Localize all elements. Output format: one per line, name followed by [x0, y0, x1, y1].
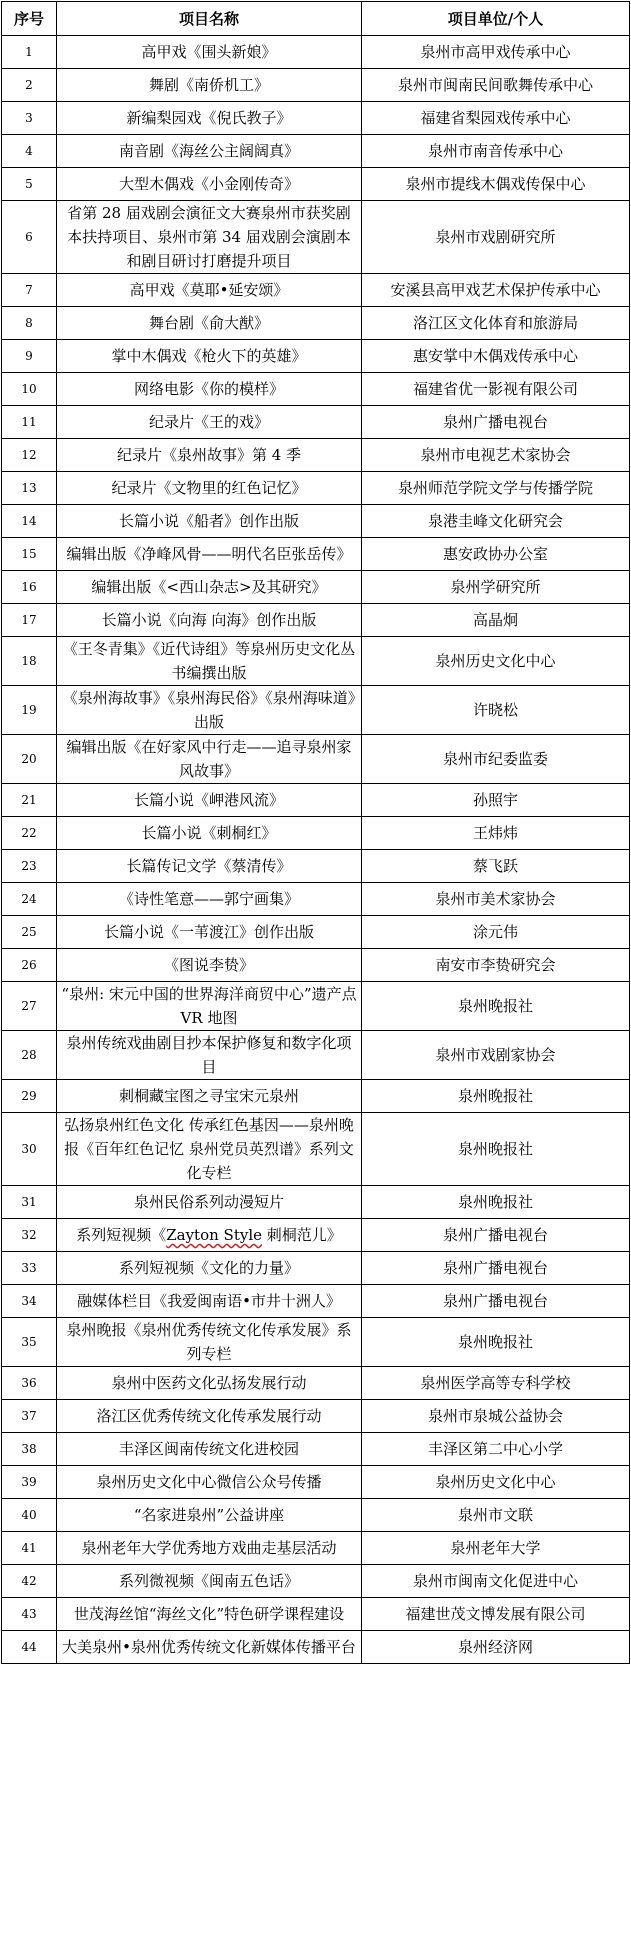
cell-project-name: 舞台剧《俞大猷》: [57, 307, 362, 340]
cell-project-unit: 泉州市闽南文化促进中心: [362, 1565, 630, 1598]
cell-serial-number: 20: [2, 735, 57, 784]
header-project-unit: 项目单位/个人: [362, 2, 630, 36]
cell-serial-number: 41: [2, 1532, 57, 1565]
cell-project-name: 纪录片《泉州故事》第 4 季: [57, 439, 362, 472]
table-row: [2, 1499, 630, 1532]
cell-serial-number: 7: [2, 274, 57, 307]
cell-project-name: 长篇小说《岬港风流》: [57, 784, 362, 817]
cell-project-name: 网络电影《你的模样》: [57, 373, 362, 406]
cell-serial-number: 22: [2, 817, 57, 850]
cell-serial-number: 32: [2, 1219, 57, 1252]
cell-project-unit: 泉州师范学院文学与传播学院: [362, 472, 630, 505]
cell-serial-number: 29: [2, 1080, 57, 1113]
cell-serial-number: 39: [2, 1466, 57, 1499]
table-row: [2, 883, 630, 916]
cell-serial-number: 24: [2, 883, 57, 916]
cell-project-name: 舞剧《南侨机工》: [57, 69, 362, 102]
header-project-name: 项目名称: [57, 2, 362, 36]
table-row: [2, 1532, 630, 1565]
table-row: [2, 1598, 630, 1631]
cell-project-name: 编辑出版《<西山杂志>及其研究》: [57, 571, 362, 604]
cell-project-name: 高甲戏《莫耶•延安颂》: [57, 274, 362, 307]
cell-project-name: 大美泉州•泉州优秀传统文化新媒体传播平台: [57, 1631, 362, 1664]
cell-project-name: 纪录片《文物里的红色记忆》: [57, 472, 362, 505]
cell-serial-number: 36: [2, 1367, 57, 1400]
cell-project-unit: 涂元伟: [362, 916, 630, 949]
cell-project-unit: 泉州历史文化中心: [362, 637, 630, 686]
cell-project-name: 大型木偶戏《小金刚传奇》: [57, 168, 362, 201]
cell-project-name: 长篇小说《刺桐红》: [57, 817, 362, 850]
cell-project-unit: 泉州广播电视台: [362, 1252, 630, 1285]
cell-project-unit: 泉州市南音传承中心: [362, 135, 630, 168]
cell-serial-number: 23: [2, 850, 57, 883]
table-header-row: [2, 2, 630, 36]
table-row: [2, 505, 630, 538]
cell-project-name: 洛江区优秀传统文化传承发展行动: [57, 1400, 362, 1433]
table-row: [2, 982, 630, 1031]
cell-project-unit: 泉州市戏剧家协会: [362, 1031, 630, 1080]
cell-project-unit: 王炜炜: [362, 817, 630, 850]
cell-project-unit: 泉州晚报社: [362, 1318, 630, 1367]
table-row: [2, 307, 630, 340]
cell-project-unit: 福建省优一影视有限公司: [362, 373, 630, 406]
cell-project-unit: 孙照宇: [362, 784, 630, 817]
cell-project-name: 系列微视频《闽南五色话》: [57, 1565, 362, 1598]
cell-project-name: 系列短视频《文化的力量》: [57, 1252, 362, 1285]
cell-serial-number: 30: [2, 1113, 57, 1186]
cell-serial-number: 21: [2, 784, 57, 817]
cell-project-name: 长篇传记文学《蔡清传》: [57, 850, 362, 883]
cell-serial-number: 35: [2, 1318, 57, 1367]
table-row: [2, 69, 630, 102]
cell-project-unit: 泉州广播电视台: [362, 1285, 630, 1318]
table-row: [2, 1466, 630, 1499]
table-row: [2, 406, 630, 439]
cell-project-unit: 泉州医学高等专科学校: [362, 1367, 630, 1400]
table-row: [2, 1186, 630, 1219]
table-row: [2, 201, 630, 274]
table-body: [2, 36, 630, 1664]
cell-serial-number: 42: [2, 1565, 57, 1598]
cell-project-unit: 泉州晚报社: [362, 1186, 630, 1219]
cell-project-name: 泉州民俗系列动漫短片: [57, 1186, 362, 1219]
header-serial-number: 序号: [2, 2, 57, 36]
cell-project-unit: 泉州市闽南民间歌舞传承中心: [362, 69, 630, 102]
cell-project-name: 弘扬泉州红色文化 传承红色基因——泉州晚报《百年红色记忆 泉州党员英烈谱》系列文化专栏: [57, 1113, 362, 1186]
cell-serial-number: 25: [2, 916, 57, 949]
cell-project-name: “名家进泉州”公益讲座: [57, 1499, 362, 1532]
table-row: [2, 1318, 630, 1367]
table-row: [2, 439, 630, 472]
cell-project-unit: 泉州晚报社: [362, 1080, 630, 1113]
cell-project-unit: 泉州市戏剧研究所: [362, 201, 630, 274]
table-row: [2, 686, 630, 735]
cell-project-name: 新编梨园戏《倪氏教子》: [57, 102, 362, 135]
cell-project-unit: 惠安政协办公室: [362, 538, 630, 571]
cell-serial-number: 33: [2, 1252, 57, 1285]
cell-project-unit: 泉州市泉城公益协会: [362, 1400, 630, 1433]
cell-serial-number: 40: [2, 1499, 57, 1532]
cell-project-name: [57, 1219, 362, 1252]
cell-serial-number: 15: [2, 538, 57, 571]
table-row: [2, 571, 630, 604]
cell-project-unit: 泉州市电视艺术家协会: [362, 439, 630, 472]
cell-project-unit: 泉州晚报社: [362, 982, 630, 1031]
cell-project-unit: 南安市李贽研究会: [362, 949, 630, 982]
cell-project-name: 融媒体栏目《我爱闽南语•市井十洲人》: [57, 1285, 362, 1318]
cell-serial-number: 12: [2, 439, 57, 472]
cell-serial-number: 34: [2, 1285, 57, 1318]
cell-serial-number: 19: [2, 686, 57, 735]
table-row: [2, 274, 630, 307]
cell-project-unit: 蔡飞跃: [362, 850, 630, 883]
cell-serial-number: 9: [2, 340, 57, 373]
cell-serial-number: 14: [2, 505, 57, 538]
cell-serial-number: 18: [2, 637, 57, 686]
cell-serial-number: 11: [2, 406, 57, 439]
cell-project-unit: 许晓松: [362, 686, 630, 735]
table-row: [2, 340, 630, 373]
cell-project-name: 高甲戏《围头新娘》: [57, 36, 362, 69]
cell-project-unit: 泉州市提线木偶戏传保中心: [362, 168, 630, 201]
cell-project-name: 世茂海丝馆“海丝文化”特色研学课程建设: [57, 1598, 362, 1631]
cell-project-name: 泉州老年大学优秀地方戏曲走基层活动: [57, 1532, 362, 1565]
table-row: [2, 1631, 630, 1664]
cell-project-unit: 泉州广播电视台: [362, 1219, 630, 1252]
table-row: [2, 1433, 630, 1466]
table-row: [2, 373, 630, 406]
cell-project-name: 纪录片《王的戏》: [57, 406, 362, 439]
cell-project-unit: 泉州晚报社: [362, 1113, 630, 1186]
table-row: [2, 168, 630, 201]
cell-serial-number: 6: [2, 201, 57, 274]
cell-project-unit: 泉州市纪委监委: [362, 735, 630, 784]
table-row: [2, 817, 630, 850]
cell-project-name: 丰泽区闽南传统文化进校园: [57, 1433, 362, 1466]
cell-project-unit: 福建省梨园戏传承中心: [362, 102, 630, 135]
cell-serial-number: 44: [2, 1631, 57, 1664]
cell-project-name: 《泉州海故事》《泉州海民俗》《泉州海味道》出版: [57, 686, 362, 735]
cell-project-unit: 福建世茂文博发展有限公司: [362, 1598, 630, 1631]
table-row: [2, 102, 630, 135]
table-row: [2, 1285, 630, 1318]
cell-project-name: 长篇小说《一苇渡江》创作出版: [57, 916, 362, 949]
table-row: [2, 1565, 630, 1598]
cell-project-unit: 泉州学研究所: [362, 571, 630, 604]
table-row: [2, 1031, 630, 1080]
cell-project-name: 泉州传统戏曲剧目抄本保护修复和数字化项目: [57, 1031, 362, 1080]
cell-project-unit: 高晶炯: [362, 604, 630, 637]
cell-project-name: 《王冬青集》《近代诗组》等泉州历史文化丛书编撰出版: [57, 637, 362, 686]
cell-project-unit: 泉港圭峰文化研究会: [362, 505, 630, 538]
cell-project-unit: 洛江区文化体育和旅游局: [362, 307, 630, 340]
cell-project-name: 长篇小说《船者》创作出版: [57, 505, 362, 538]
project-name-part: 刺桐范儿》: [262, 1226, 342, 1244]
table-row: [2, 916, 630, 949]
cell-serial-number: 10: [2, 373, 57, 406]
table-row: [2, 604, 630, 637]
table-row: [2, 949, 630, 982]
table-row: [2, 538, 630, 571]
cell-project-name: 掌中木偶戏《枪火下的英雄》: [57, 340, 362, 373]
cell-serial-number: 2: [2, 69, 57, 102]
cell-serial-number: 4: [2, 135, 57, 168]
cell-project-unit: 泉州老年大学: [362, 1532, 630, 1565]
cell-project-name: 长篇小说《向海 向海》创作出版: [57, 604, 362, 637]
project-name-latin-part: Zayton Style: [166, 1226, 262, 1244]
cell-project-name: 编辑出版《在好家风中行走——追寻泉州家风故事》: [57, 735, 362, 784]
table-row: [2, 36, 630, 69]
cell-serial-number: 3: [2, 102, 57, 135]
cell-project-unit: 丰泽区第二中心小学: [362, 1433, 630, 1466]
cell-serial-number: 1: [2, 36, 57, 69]
table-row: [2, 637, 630, 686]
project-table: [1, 1, 630, 1664]
cell-project-unit: 泉州经济网: [362, 1631, 630, 1664]
cell-project-unit: 泉州市美术家协会: [362, 883, 630, 916]
cell-serial-number: 28: [2, 1031, 57, 1080]
table-row: [2, 735, 630, 784]
cell-project-name: 《图说李贽》: [57, 949, 362, 982]
table-row: [2, 1367, 630, 1400]
cell-project-name: 南音剧《海丝公主阔阔真》: [57, 135, 362, 168]
cell-serial-number: 37: [2, 1400, 57, 1433]
table-row: [2, 784, 630, 817]
table-row: [2, 1252, 630, 1285]
cell-project-unit: 泉州广播电视台: [362, 406, 630, 439]
cell-project-unit: 安溪县高甲戏艺术保护传承中心: [362, 274, 630, 307]
cell-serial-number: 13: [2, 472, 57, 505]
cell-serial-number: 8: [2, 307, 57, 340]
table-row: [2, 850, 630, 883]
cell-project-name: 刺桐藏宝图之寻宝宋元泉州: [57, 1080, 362, 1113]
cell-serial-number: 38: [2, 1433, 57, 1466]
table-row: [2, 472, 630, 505]
cell-serial-number: 43: [2, 1598, 57, 1631]
cell-serial-number: 17: [2, 604, 57, 637]
cell-project-unit: 惠安掌中木偶戏传承中心: [362, 340, 630, 373]
cell-project-name: 泉州晚报《泉州优秀传统文化传承发展》系列专栏: [57, 1318, 362, 1367]
cell-project-name: 泉州历史文化中心微信公众号传播: [57, 1466, 362, 1499]
table-row: [2, 1219, 630, 1252]
cell-project-unit: 泉州市文联: [362, 1499, 630, 1532]
cell-serial-number: 5: [2, 168, 57, 201]
cell-project-name: 泉州中医药文化弘扬发展行动: [57, 1367, 362, 1400]
table-row: [2, 135, 630, 168]
cell-project-name: 省第 28 届戏剧会演征文大赛泉州市获奖剧本扶持项目、泉州市第 34 届戏剧会演剧本和剧目研讨打磨提升项目: [57, 201, 362, 274]
cell-project-name: 《诗性笔意——郭宁画集》: [57, 883, 362, 916]
cell-serial-number: 31: [2, 1186, 57, 1219]
table-row: [2, 1080, 630, 1113]
table-row: [2, 1400, 630, 1433]
cell-serial-number: 27: [2, 982, 57, 1031]
cell-serial-number: 16: [2, 571, 57, 604]
cell-project-unit: 泉州历史文化中心: [362, 1466, 630, 1499]
cell-serial-number: 26: [2, 949, 57, 982]
cell-project-name: 编辑出版《净峰风骨——明代名臣张岳传》: [57, 538, 362, 571]
cell-project-name: “泉州: 宋元中国的世界海洋商贸中心”遗产点 VR 地图: [57, 982, 362, 1031]
table-row: [2, 1113, 630, 1186]
cell-project-unit: 泉州市高甲戏传承中心: [362, 36, 630, 69]
project-name-part: 系列短视频《: [76, 1226, 167, 1244]
